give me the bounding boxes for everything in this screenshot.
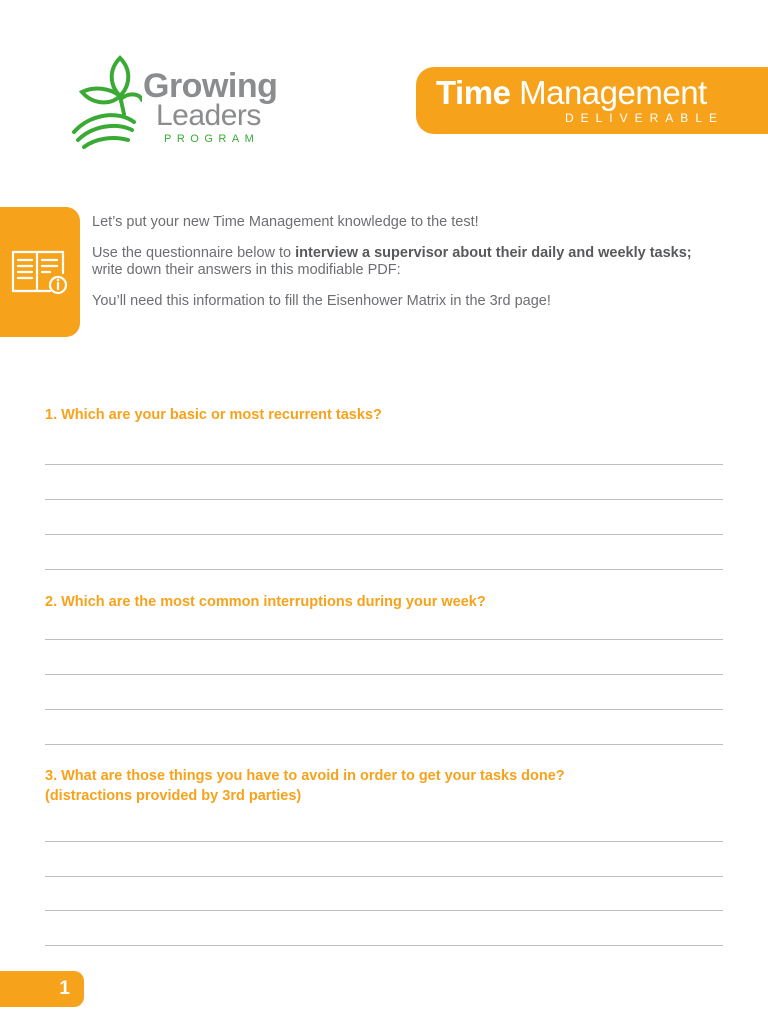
question-1: 1. Which are your basic or most recurrent tasks? (45, 407, 382, 423)
question-3 (45, 766, 725, 806)
answer-line[interactable] (45, 709, 723, 710)
document-title (436, 75, 707, 111)
logo-program-text: PROGRAM (164, 133, 260, 145)
growing-leaders-logo (70, 52, 300, 152)
intro-paragraph-3: You’ll need this information to fill the Eisenhower Matrix in the 3rd page! (92, 293, 551, 309)
answer-line[interactable] (45, 674, 723, 675)
header-banner (416, 67, 768, 134)
document-subtitle: DELIVERABLE (564, 111, 724, 125)
logo-leaders-text: Leaders (156, 99, 261, 132)
intro-paragraph-2-bold: interview a supervisor about their daily and weekly tasks; (295, 245, 692, 261)
question-3-line-2: (distractions provided by 3rd parties) (45, 788, 302, 804)
answer-line[interactable] (45, 464, 723, 465)
answer-line[interactable] (45, 569, 723, 570)
logo-growing-text: Growing (143, 67, 278, 105)
intro-paragraph-2 (92, 245, 692, 279)
title-light: Management (519, 74, 707, 111)
intro-tab (0, 207, 80, 337)
answer-line[interactable] (45, 499, 723, 500)
sprout-leaf-icon (70, 52, 142, 152)
answer-line[interactable] (45, 744, 723, 745)
title-bold: Time (436, 74, 511, 111)
answer-line[interactable] (45, 639, 723, 640)
intro-paragraph-2-suffix: write down their answers in this modifiable PDF: (92, 262, 401, 278)
intro-paragraph-1: Let’s put your new Time Management knowledge to the test! (92, 214, 479, 230)
book-info-icon (10, 247, 70, 297)
answer-line[interactable] (45, 945, 723, 946)
question-2: 2. Which are the most common interruptions during your week? (45, 594, 486, 610)
page-number: 1 (59, 978, 70, 999)
intro-paragraph-2-prefix: Use the questionnaire below to (92, 245, 296, 261)
answer-line[interactable] (45, 534, 723, 535)
answer-line[interactable] (45, 841, 723, 842)
answer-line[interactable] (45, 876, 723, 877)
question-3-line-1: 3. What are those things you have to avoid in order to get your tasks done? (45, 768, 565, 784)
answer-line[interactable] (45, 910, 723, 911)
intro-text (92, 214, 692, 324)
page-number-tab (0, 971, 84, 1007)
